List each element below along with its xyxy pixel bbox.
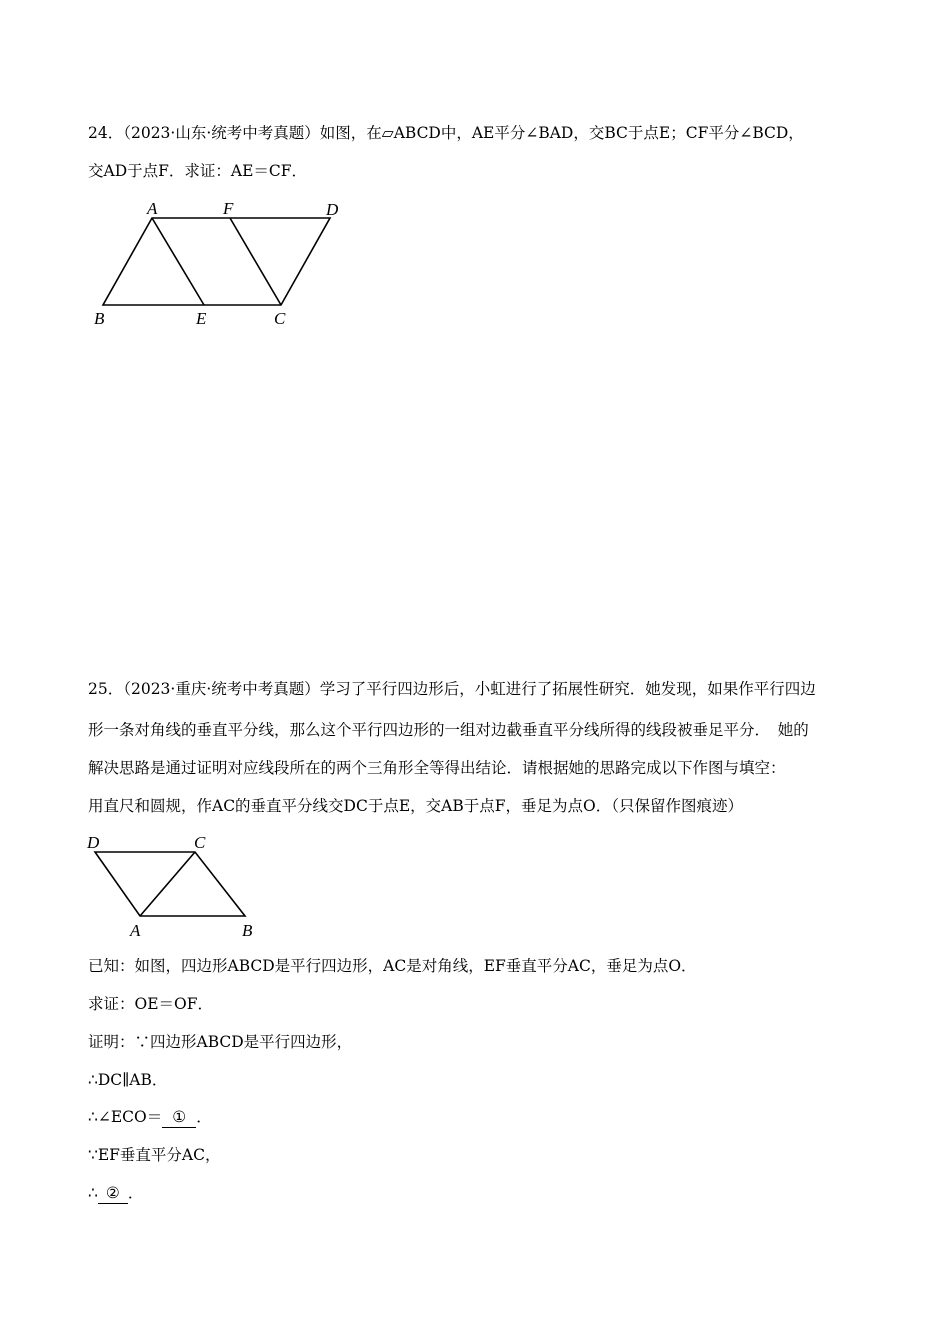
period-2: ．	[127, 1184, 144, 1202]
period-1: ．	[196, 1108, 212, 1126]
proof-line-5-text: ∴	[88, 1184, 98, 1202]
figure-q25	[95, 852, 245, 916]
label-c2: C	[194, 833, 206, 852]
q24-line-1: 24．（2023·山东·统考中考真题）如图，在▱ABCD中，AE平分∠BAD，交BC于点E；CF平分∠BCD，	[88, 124, 804, 142]
blank-2[interactable]: ②	[98, 1183, 128, 1204]
blank-1[interactable]: ①	[162, 1107, 196, 1128]
parallelogram-abcd-2	[95, 852, 245, 916]
segment-cf	[230, 218, 281, 305]
proof-line-2: ∴DC∥AB．	[88, 1071, 168, 1089]
proof-line-5	[88, 1183, 143, 1204]
label-e: E	[196, 309, 207, 328]
proof-line-1: 证明：∵四边形ABCD是平行四边形，	[88, 1033, 353, 1051]
label-a: A	[147, 199, 158, 218]
label-d: D	[326, 200, 339, 219]
prove-line: 求证：OE＝OF．	[88, 995, 213, 1013]
proof-line-3	[88, 1107, 212, 1128]
q25-line-2: 形一条对角线的垂直平分线，那么这个平行四边形的一组对边截垂直平分线所得的线段被垂足平分． 她的	[88, 721, 809, 739]
label-b: B	[94, 309, 105, 328]
parallelogram-abcd	[103, 218, 330, 305]
label-c: C	[274, 309, 286, 328]
q25-line-1: 25．（2023·重庆·统考中考真题）学习了平行四边形后，小虹进行了拓展性研究．她发现，如果作平行四边	[88, 680, 816, 698]
proof-line-4: ∵EF垂直平分AC，	[88, 1146, 221, 1164]
q25-line-3: 解决思路是通过证明对应线段所在的两个三角形全等得出结论．请根据她的思路完成以下作图与填空：	[88, 759, 786, 777]
figure-q24	[103, 218, 330, 305]
label-f: F	[223, 199, 234, 218]
segment-ae	[152, 218, 204, 305]
label-d2: D	[87, 833, 100, 852]
diagonal-ac	[140, 852, 195, 916]
given-line: 已知：如图，四边形ABCD是平行四边形，AC是对角线，EF垂直平分AC，垂足为点O．	[88, 957, 697, 975]
q25-line-4: 用直尺和圆规，作AC的垂直平分线交DC于点E，交AB于点F，垂足为点O．（只保留作图痕迹）	[88, 797, 743, 815]
label-b2: B	[242, 921, 253, 940]
proof-line-3-text: ∴∠ECO＝	[88, 1108, 163, 1126]
q24-line-2: 交AD于点F．求证：AE＝CF．	[88, 162, 307, 180]
label-a2: A	[130, 921, 141, 940]
